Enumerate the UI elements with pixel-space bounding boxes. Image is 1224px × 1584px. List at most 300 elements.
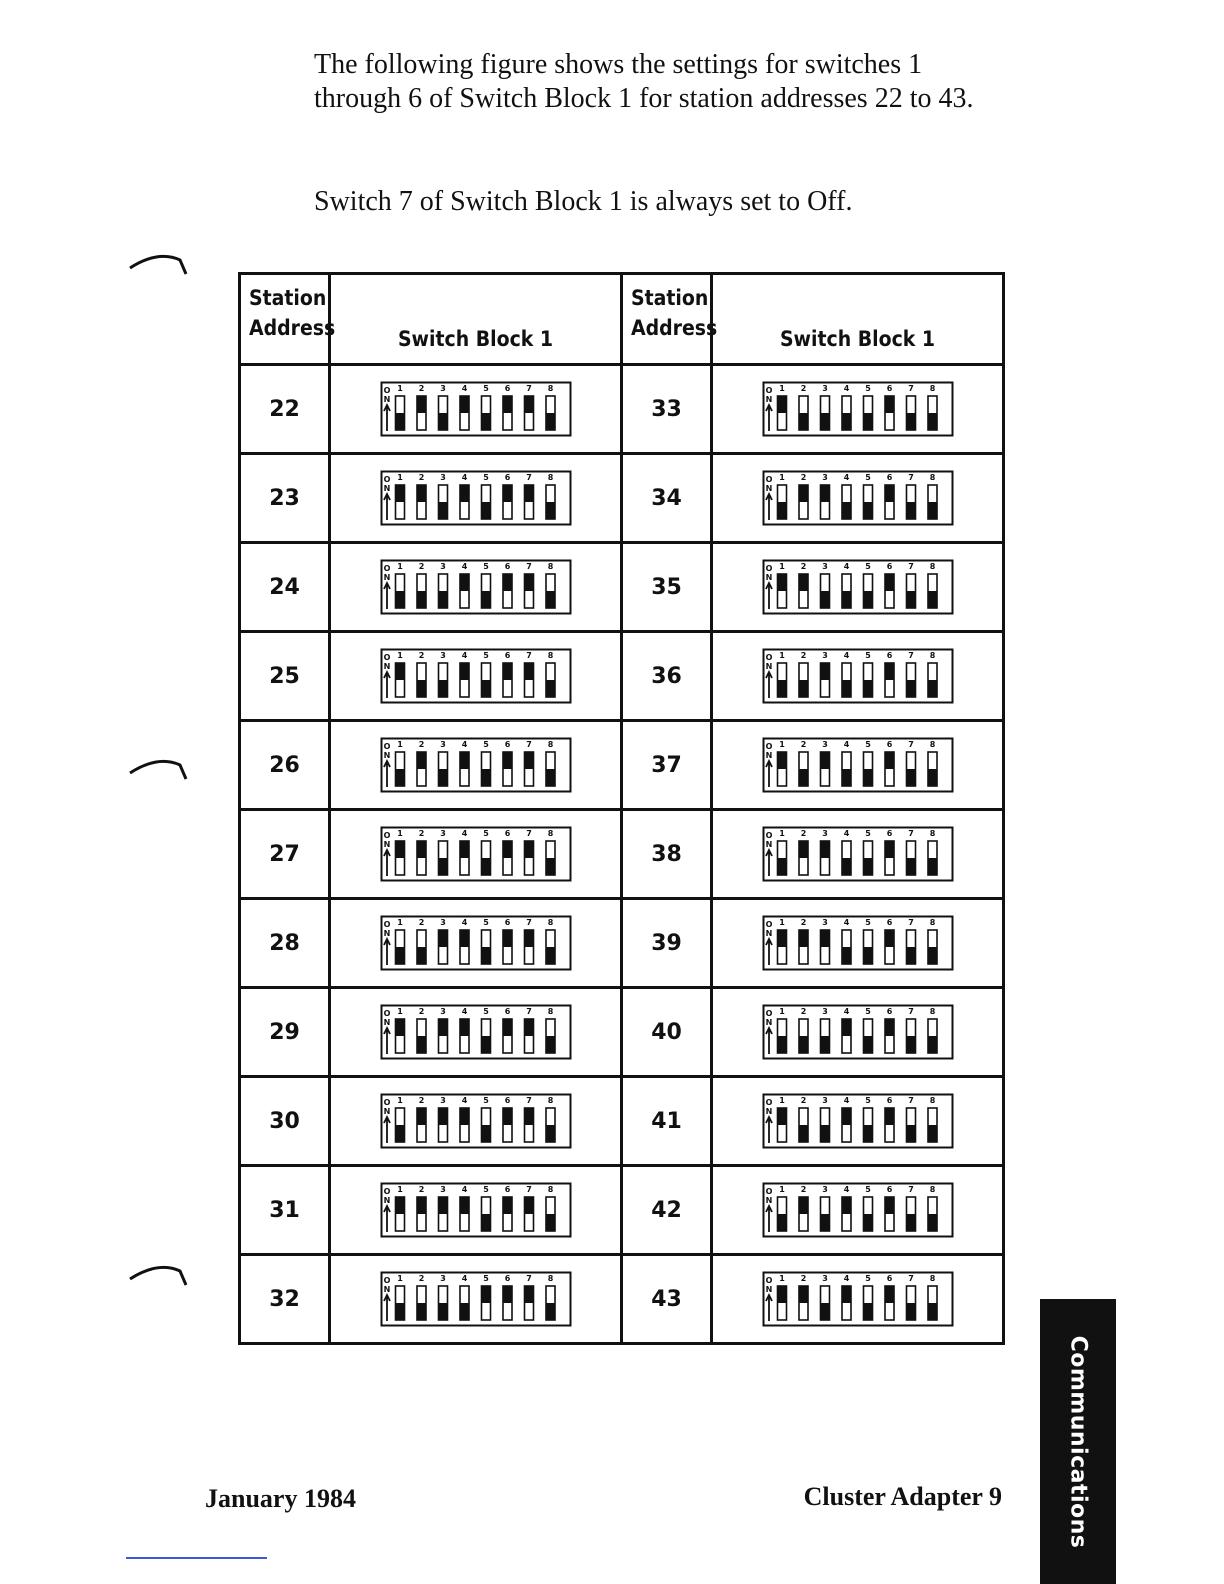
switch-on — [885, 1197, 894, 1231]
table-row — [240, 721, 1004, 810]
switch-on — [885, 663, 894, 697]
switch-frame — [381, 383, 570, 436]
switch-number-label: 4 — [461, 918, 467, 927]
switch-number-label: 3 — [439, 829, 446, 838]
dip-switch-block — [762, 1271, 954, 1327]
switch-off — [777, 663, 786, 697]
switch-number-label: 6 — [504, 384, 510, 393]
switch-on — [842, 1197, 851, 1231]
switch-block-cell — [712, 721, 1004, 810]
on-label-letter: O — [383, 653, 390, 662]
switch-number-label: 8 — [929, 473, 935, 482]
switch-off — [820, 574, 829, 608]
switch-number-label: 8 — [547, 829, 553, 838]
on-label-letter: O — [383, 742, 390, 751]
switch-number-label: 3 — [821, 473, 828, 482]
switch-number-label: 1 — [778, 1007, 785, 1016]
switch-number-label: 7 — [525, 1007, 532, 1016]
divider-line — [126, 1557, 267, 1559]
switch-on — [777, 1108, 786, 1142]
switch-off — [928, 930, 937, 964]
switch-on — [885, 396, 894, 430]
switch-off — [481, 1197, 490, 1231]
on-label-letter: O — [383, 920, 390, 929]
switch-number-label: 3 — [821, 1096, 828, 1105]
switch-number-label: 8 — [547, 1274, 553, 1283]
station-address: 37 — [622, 721, 712, 810]
switch-off — [842, 485, 851, 519]
switch-off — [799, 396, 808, 430]
table-row — [240, 899, 1004, 988]
station-address: 34 — [622, 454, 712, 543]
switch-off — [906, 485, 915, 519]
switch-number-label: 5 — [482, 473, 489, 482]
switch-number-label: 3 — [439, 740, 446, 749]
station-address: 26 — [240, 721, 330, 810]
switch-number-label: 5 — [482, 562, 489, 571]
switch-off — [395, 1108, 404, 1142]
switch-off — [928, 574, 937, 608]
switch-number-label: 1 — [396, 1007, 403, 1016]
on-label-letter: O — [765, 831, 772, 840]
switch-number-label: 6 — [886, 829, 892, 838]
switch-off — [546, 574, 555, 608]
switch-off — [928, 1108, 937, 1142]
switch-off — [481, 396, 490, 430]
switch-frame — [763, 739, 952, 792]
switch-off — [799, 663, 808, 697]
switch-number-label: 8 — [547, 562, 553, 571]
on-label-letter: N — [765, 395, 772, 404]
switch-on — [777, 1286, 786, 1320]
switch-number-label: 6 — [504, 651, 510, 660]
dip-switch-block — [762, 1004, 954, 1060]
switch-off — [395, 752, 404, 786]
switch-on — [777, 396, 786, 430]
switch-on — [460, 574, 469, 608]
switch-off — [820, 1197, 829, 1231]
switch-on — [885, 1019, 894, 1053]
on-label-letter: N — [383, 484, 390, 493]
switch-on — [438, 1019, 447, 1053]
switch-on — [417, 752, 426, 786]
switch-number-label: 3 — [439, 1274, 446, 1283]
switch-frame — [381, 561, 570, 614]
switch-number-label: 4 — [843, 829, 849, 838]
footer-date: January 1984 — [205, 1484, 356, 1513]
switch-on — [503, 930, 512, 964]
switch-number-label: 8 — [929, 651, 935, 660]
switch-number-label: 6 — [504, 918, 510, 927]
switch-number-label: 7 — [525, 473, 532, 482]
switch-block-cell — [330, 543, 622, 632]
on-label-letter: O — [765, 475, 772, 484]
on-label-letter: O — [765, 742, 772, 751]
switch-block-cell — [330, 454, 622, 543]
switch-number-label: 5 — [864, 384, 871, 393]
switch-off — [799, 1108, 808, 1142]
switch-off — [842, 752, 851, 786]
switch-block-cell — [712, 365, 1004, 454]
switch-block-cell — [330, 365, 622, 454]
switch-number-label: 3 — [439, 384, 446, 393]
switch-number-label: 4 — [843, 1274, 849, 1283]
switch-number-label: 2 — [418, 1096, 424, 1105]
switch-number-label: 8 — [547, 651, 553, 660]
switch-number-label: 2 — [800, 1096, 806, 1105]
on-label-letter: O — [383, 475, 390, 484]
switch-off — [395, 574, 404, 608]
switch-number-label: 6 — [504, 1274, 510, 1283]
switch-on — [842, 1019, 851, 1053]
switch-number-label: 5 — [864, 1274, 871, 1283]
table-row — [240, 454, 1004, 543]
station-address: 24 — [240, 543, 330, 632]
switch-number-label: 2 — [800, 473, 806, 482]
switch-number-label: 1 — [396, 829, 403, 838]
switch-frame — [381, 1006, 570, 1059]
switch-number-label: 1 — [396, 651, 403, 660]
switch-on — [395, 485, 404, 519]
switch-off — [460, 1286, 469, 1320]
switch-number-label: 5 — [864, 1096, 871, 1105]
switch-off — [928, 1286, 937, 1320]
switch-frame — [763, 828, 952, 881]
switch-on — [460, 485, 469, 519]
switch-off — [842, 574, 851, 608]
switch-off — [417, 1019, 426, 1053]
switch-frame — [763, 383, 952, 436]
switch-number-label: 1 — [396, 1096, 403, 1105]
switch-on — [799, 841, 808, 875]
switch-off — [799, 1019, 808, 1053]
switch-on — [799, 1286, 808, 1320]
switch-block-cell — [330, 988, 622, 1077]
switch-number-label: 2 — [800, 740, 806, 749]
switch-off — [481, 574, 490, 608]
switch-number-label: 1 — [778, 1274, 785, 1283]
dip-switch-block — [380, 826, 572, 882]
switch-on — [417, 485, 426, 519]
on-label-letter: O — [383, 1098, 390, 1107]
switch-off — [842, 841, 851, 875]
switch-number-label: 7 — [907, 740, 914, 749]
switch-on — [460, 841, 469, 875]
switch-number-label: 5 — [864, 473, 871, 482]
switch-off — [417, 574, 426, 608]
switch-off — [842, 396, 851, 430]
switch-number-label: 1 — [778, 384, 785, 393]
switch-number-label: 2 — [800, 1185, 806, 1194]
switch-number-label: 2 — [418, 1185, 424, 1194]
switch-off — [438, 485, 447, 519]
table-row — [240, 1255, 1004, 1344]
switch-off — [906, 930, 915, 964]
dip-switch-block — [380, 915, 572, 971]
switch-number-label: 3 — [439, 1096, 446, 1105]
switch-number-label: 3 — [821, 1007, 828, 1016]
switch-off — [395, 1286, 404, 1320]
on-label-letter: O — [765, 653, 772, 662]
switch-on — [820, 485, 829, 519]
switch-off — [928, 663, 937, 697]
switch-number-label: 7 — [907, 473, 914, 482]
on-label-letter: N — [383, 1018, 390, 1027]
switch-frame — [381, 1184, 570, 1237]
dip-switch-block — [380, 559, 572, 615]
switch-on — [438, 930, 447, 964]
switch-number-label: 3 — [821, 384, 828, 393]
switch-number-label: 8 — [929, 1007, 935, 1016]
switch-on — [503, 1286, 512, 1320]
switch-on — [820, 841, 829, 875]
switch-number-label: 7 — [525, 740, 532, 749]
table-row — [240, 1166, 1004, 1255]
switch-on — [842, 1286, 851, 1320]
switch-on — [799, 1197, 808, 1231]
switch-on — [524, 1019, 533, 1053]
switch-off — [863, 663, 872, 697]
switch-number-label: 1 — [396, 740, 403, 749]
switch-number-label: 3 — [439, 651, 446, 660]
switch-frame — [763, 472, 952, 525]
switch-off — [481, 485, 490, 519]
switch-number-label: 3 — [439, 473, 446, 482]
on-label-letter: O — [765, 920, 772, 929]
on-label-letter: N — [765, 1196, 772, 1205]
switch-number-label: 5 — [482, 1185, 489, 1194]
switch-off — [928, 1019, 937, 1053]
switch-number-label: 6 — [504, 562, 510, 571]
switch-off — [438, 752, 447, 786]
header-switch-block: Switch Block 1 — [712, 274, 1004, 365]
footer-page-label: Cluster Adapter 9 — [803, 1482, 1002, 1511]
switch-number-label: 8 — [929, 740, 935, 749]
switch-number-label: 1 — [396, 1274, 403, 1283]
station-address: 31 — [240, 1166, 330, 1255]
switch-number-label: 2 — [800, 384, 806, 393]
switch-number-label: 6 — [504, 829, 510, 838]
switch-number-label: 6 — [886, 740, 892, 749]
on-label-letter: N — [765, 929, 772, 938]
switch-block-cell — [712, 543, 1004, 632]
switch-frame — [763, 650, 952, 703]
on-label-letter: O — [765, 1009, 772, 1018]
switch-off — [863, 752, 872, 786]
switch-on — [524, 930, 533, 964]
switch-number-label: 4 — [843, 651, 849, 660]
switch-on — [820, 752, 829, 786]
switch-number-label: 4 — [843, 473, 849, 482]
switch-number-label: 5 — [482, 740, 489, 749]
switch-number-label: 8 — [929, 384, 935, 393]
switch-number-label: 7 — [525, 384, 532, 393]
on-label-letter: O — [765, 1098, 772, 1107]
switch-number-label: 7 — [525, 1185, 532, 1194]
switch-off — [417, 930, 426, 964]
switch-number-label: 7 — [907, 651, 914, 660]
switch-frame — [381, 650, 570, 703]
switch-number-label: 2 — [418, 562, 424, 571]
switch-number-label: 7 — [907, 562, 914, 571]
on-label-letter: N — [765, 573, 772, 582]
switch-off — [928, 485, 937, 519]
switch-off — [481, 1019, 490, 1053]
table-row — [240, 365, 1004, 454]
table-row — [240, 632, 1004, 721]
switch-number-label: 1 — [778, 740, 785, 749]
switch-off — [842, 663, 851, 697]
switch-on — [503, 574, 512, 608]
intro-paragraph: The following figure shows the settings for switches 1 through 6 of Switch Block 1 for station addresses 22 to 43. — [314, 49, 974, 114]
switch-number-label: 8 — [547, 740, 553, 749]
on-label-letter: N — [383, 1285, 390, 1294]
switch-block-cell — [712, 810, 1004, 899]
switch-on — [524, 841, 533, 875]
switch-number-label: 1 — [396, 918, 403, 927]
switch-off — [546, 1108, 555, 1142]
switch-on — [885, 930, 894, 964]
switch-number-label: 3 — [821, 1274, 828, 1283]
switch-frame — [381, 1273, 570, 1326]
switch-frame — [381, 472, 570, 525]
switch-on — [503, 485, 512, 519]
switch-number-label: 5 — [864, 1185, 871, 1194]
switch-off — [546, 485, 555, 519]
switch-number-label: 3 — [439, 1185, 446, 1194]
switch-number-label: 3 — [439, 562, 446, 571]
switch-number-label: 1 — [396, 384, 403, 393]
switch-off — [820, 1286, 829, 1320]
on-label-letter: N — [765, 662, 772, 671]
switch-off — [417, 1286, 426, 1320]
on-label-letter: N — [765, 1285, 772, 1294]
dip-switch-block — [380, 1271, 572, 1327]
table-row — [240, 988, 1004, 1077]
dip-switch-block — [380, 737, 572, 793]
switch-on — [885, 485, 894, 519]
switch-frame — [763, 561, 952, 614]
switch-off — [481, 841, 490, 875]
switch-number-label: 4 — [461, 562, 467, 571]
on-label-letter: O — [383, 1276, 390, 1285]
switch-on — [460, 752, 469, 786]
switch-off — [842, 930, 851, 964]
switch-number-label: 2 — [800, 562, 806, 571]
switch-on — [885, 1286, 894, 1320]
on-label-letter: O — [383, 1009, 390, 1018]
switch-number-label: 7 — [525, 829, 532, 838]
on-label-letter: N — [765, 1018, 772, 1027]
switch-number-label: 5 — [864, 651, 871, 660]
on-label-letter: N — [765, 840, 772, 849]
switch-number-label: 4 — [843, 1096, 849, 1105]
switch-off — [906, 841, 915, 875]
on-label-letter: O — [383, 564, 390, 573]
dip-switch-block — [762, 737, 954, 793]
switch-off — [863, 930, 872, 964]
switch-number-label: 6 — [504, 473, 510, 482]
switch-off — [863, 1197, 872, 1231]
switch-number-label: 6 — [886, 918, 892, 927]
switch-on — [503, 1108, 512, 1142]
on-label-letter: N — [383, 1196, 390, 1205]
switch-on — [438, 1108, 447, 1142]
switch-frame — [763, 1273, 952, 1326]
switch-number-label: 8 — [547, 918, 553, 927]
switch-number-label: 4 — [461, 1007, 467, 1016]
station-address: 28 — [240, 899, 330, 988]
switch-off — [906, 1197, 915, 1231]
switch-off — [928, 396, 937, 430]
switch-number-label: 6 — [886, 1274, 892, 1283]
switch-frame — [763, 1006, 952, 1059]
switch-number-label: 6 — [504, 1007, 510, 1016]
switch-number-label: 1 — [396, 562, 403, 571]
switch-number-label: 4 — [843, 918, 849, 927]
switch-number-label: 2 — [800, 1274, 806, 1283]
station-address: 29 — [240, 988, 330, 1077]
switch-number-label: 6 — [886, 1007, 892, 1016]
switch-number-label: 4 — [843, 384, 849, 393]
switch-off — [481, 930, 490, 964]
switch-on — [460, 1019, 469, 1053]
switch-number-label: 3 — [821, 1185, 828, 1194]
switch-number-label: 8 — [929, 1185, 935, 1194]
section-tab-label: Communications — [1065, 1335, 1091, 1548]
switch-number-label: 7 — [907, 829, 914, 838]
switch-off — [863, 574, 872, 608]
switch-off — [481, 752, 490, 786]
switch-on — [460, 1197, 469, 1231]
switch-off — [777, 1019, 786, 1053]
switch-on — [503, 396, 512, 430]
switch-on — [417, 1197, 426, 1231]
switch-off — [777, 1197, 786, 1231]
switch-off — [438, 841, 447, 875]
switch-on — [395, 841, 404, 875]
switch-number-label: 4 — [461, 473, 467, 482]
switch-off — [863, 396, 872, 430]
on-label-letter: O — [765, 1187, 772, 1196]
on-label-letter: N — [383, 395, 390, 404]
switch-on — [820, 663, 829, 697]
switch-number-label: 3 — [821, 651, 828, 660]
switch-on — [524, 574, 533, 608]
switch-number-label: 5 — [864, 918, 871, 927]
switch-frame — [381, 917, 570, 970]
switch-off — [777, 485, 786, 519]
switch-number-label: 7 — [907, 1274, 914, 1283]
on-label-letter: O — [383, 1187, 390, 1196]
on-label-letter: O — [765, 386, 772, 395]
dip-switch-block — [380, 648, 572, 704]
switch-on — [417, 396, 426, 430]
on-label-letter: N — [765, 1107, 772, 1116]
switch-on — [885, 1108, 894, 1142]
section-tab — [1040, 1299, 1116, 1584]
switch-number-label: 3 — [821, 918, 828, 927]
switch-off — [546, 1019, 555, 1053]
switch-on — [503, 752, 512, 786]
switch-on — [460, 663, 469, 697]
switch-on — [395, 663, 404, 697]
switch-number-label: 2 — [800, 1007, 806, 1016]
switch-off — [395, 396, 404, 430]
switch-number-label: 8 — [929, 562, 935, 571]
switch-block-cell — [712, 1166, 1004, 1255]
dip-switch-block — [380, 1004, 572, 1060]
